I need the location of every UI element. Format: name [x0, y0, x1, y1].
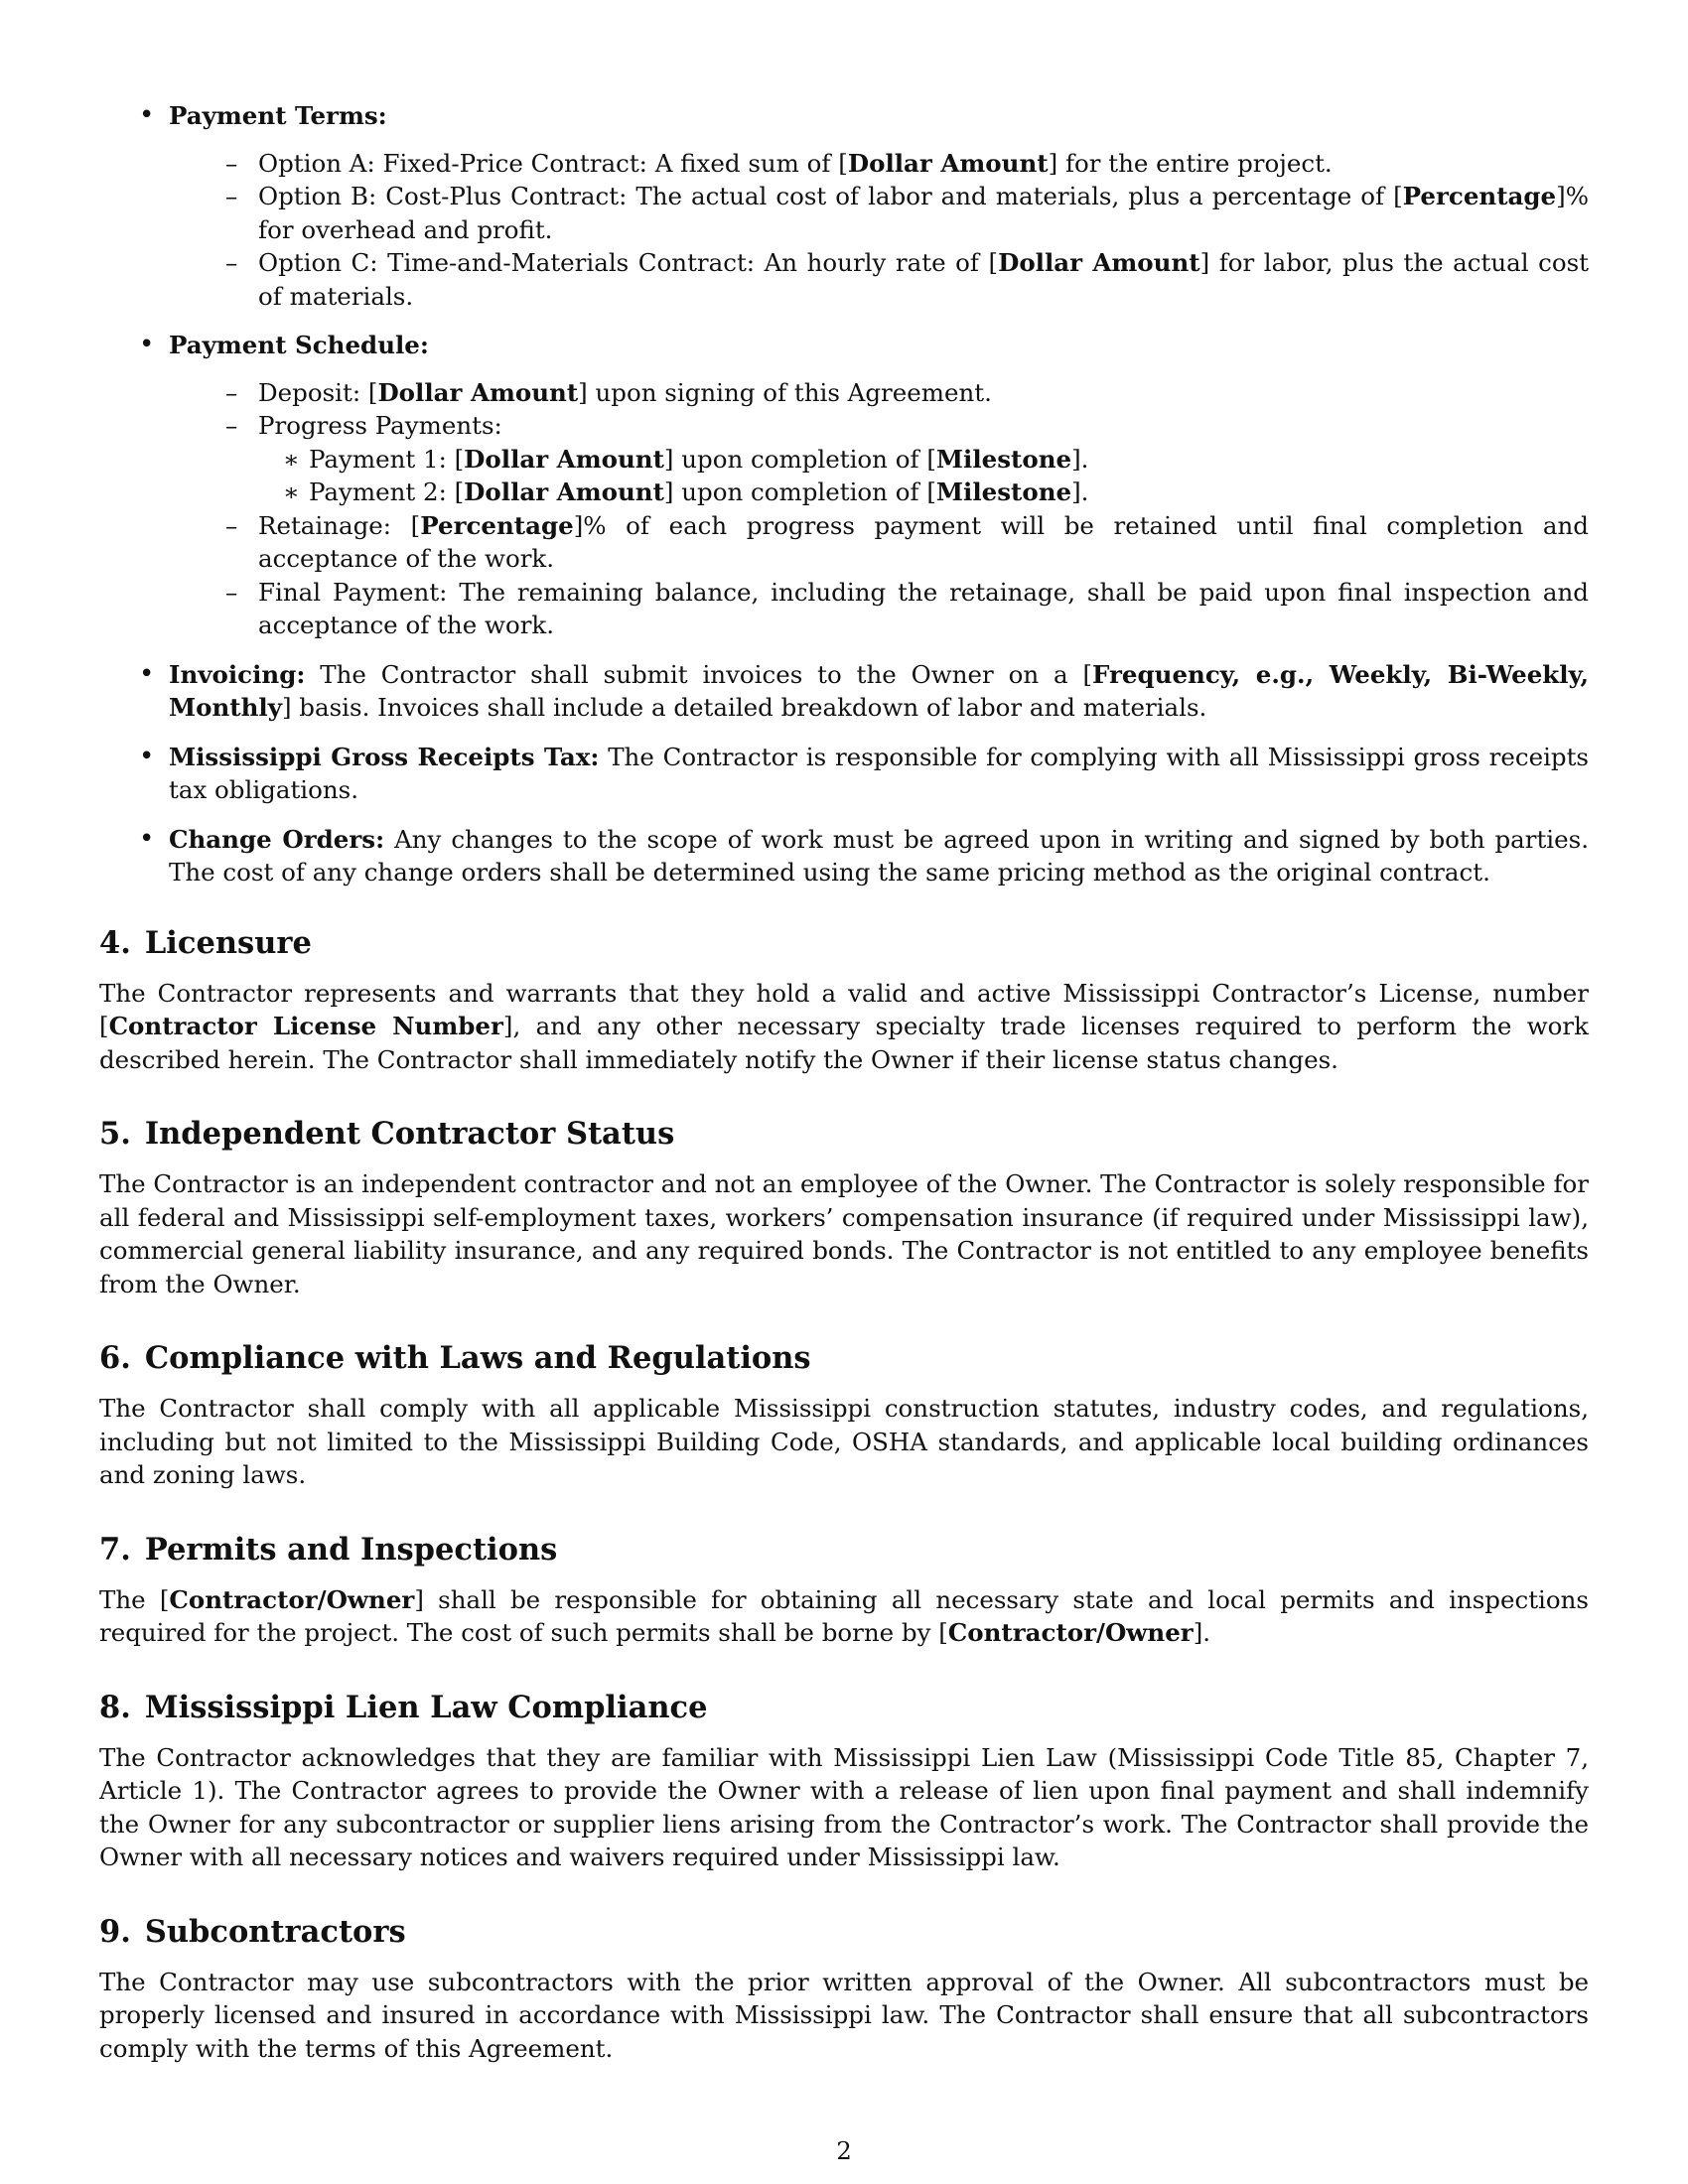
payment-schedule-list — [169, 376, 1589, 642]
section-heading: 4. Licensure — [99, 924, 312, 961]
change-orders-item: • Change Orders: Any changes to the scope of work must be agreed upon in writing and signed by both parties. The cost of any change orders shall be determined using the same pricing method as the original contract. — [99, 823, 1589, 889]
progress-payments-list — [258, 443, 1589, 509]
section-lien-law — [99, 1688, 1589, 1874]
retainage-item: – Retainage: [Percentage]% of each progress payment will be retained until final completion and acceptance of the work. — [99, 509, 1589, 576]
section-heading: 6. Compliance with Laws and Regulations — [99, 1340, 811, 1376]
payment-terms-item — [99, 99, 1589, 313]
page-number: 2 — [836, 2136, 852, 2165]
payment-terms-label: Payment Terms: — [169, 101, 387, 130]
section-independent-contractor — [99, 1114, 1589, 1300]
deposit-item: – Deposit: [Dollar Amount] upon signing of this Agreement. — [99, 376, 1589, 410]
payment-schedule-label: Payment Schedule: — [169, 331, 429, 359]
option-c: – Option C: Time-and-Materials Contract: An hourly rate of [Dollar Amount] for labor, plus the actual cost of materials. — [99, 246, 1589, 313]
payment-2-item: ∗ Payment 2: [Dollar Amount] upon completion of [Milestone]. — [99, 476, 1589, 509]
final-payment-item: – Final Payment: The remaining balance, including the retainage, shall be paid upon final inspection and acceptance of the work. — [99, 576, 1589, 642]
invoicing-label: Invoicing: — [169, 659, 306, 689]
section-permits — [99, 1530, 1589, 1650]
section-body: The Contractor may use subcontractors with the prior written approval of the Owner. All subcontractors must be properly licensed and insured in accordance with Mississippi law. The Contractor shall ensure that all subcontractors comply with the terms of this Agreement. — [99, 1967, 1589, 2063]
section-heading: 9. Subcontractors — [99, 1913, 406, 1950]
gross-receipts-item: • Mississippi Gross Receipts Tax: The Contractor is responsible for complying with all Mississippi gross receipts tax obligations. — [99, 741, 1589, 807]
payment-terms-options — [169, 147, 1589, 314]
section-compliance — [99, 1338, 1589, 1492]
section-heading: 7. Permits and Inspections — [99, 1531, 558, 1568]
invoicing-item: • Invoicing: The Contractor shall submit invoices to the Owner on a [Frequency, e.g., Weekly, Bi-Weekly, Monthly] basis. Invoices shall include a detailed breakdown of labor and materials. — [99, 658, 1589, 725]
payment-bullet-list — [99, 99, 1589, 889]
section-subcontractors — [99, 1912, 1589, 2066]
option-a: – Option A: Fixed-Price Contract: A fixed sum of [Dollar Amount] for the entire project. — [99, 147, 1589, 181]
section-heading: 8. Mississippi Lien Law Compliance — [99, 1689, 708, 1725]
section-body: The Contractor is an independent contractor and not an employee of the Owner. The Contractor is solely responsible for all federal and Mississippi self-employment taxes, workers’ compensation insurance (if required under Mississippi law), commercial general liability insurance, and any required bonds. The Contractor is not entitled to any employee benefits from the Owner. — [99, 1169, 1589, 1298]
section-body: The [Contractor/Owner] shall be responsible for obtaining all necessary state and local permits and inspections required for the project. The cost of such permits shall be borne by [Contractor/Owner]. — [99, 1584, 1589, 1647]
section-body: The Contractor represents and warrants that they hold a valid and active Mississippi Contractor’s License, number [Contractor License Number], and any other necessary specialty trade licenses required to perform the work described herein. The Contractor shall immediately notify the Owner if their license status changes. — [99, 978, 1589, 1074]
section-heading: 5. Independent Contractor Status — [99, 1116, 675, 1152]
section-body: The Contractor shall comply with all applicable Mississippi construction statutes, industry codes, and regulations, including but not limited to the Mississippi Building Code, OSHA standards, and applicable local building ordinances and zoning laws. — [99, 1394, 1589, 1489]
section-body: The Contractor acknowledges that they are familiar with Mississippi Lien Law (Mississippi Code Title 85, Chapter 7, Article 1). The Contractor agrees to provide the Owner with a release of lien upon final payment and shall indemnify the Owner for any subcontractor or supplier liens arising from the Contractor’s work. The Contractor shall provide the Owner with all necessary notices and waivers required under Mississippi law. — [99, 1742, 1589, 1871]
progress-payments-item: – Progress Payments: ∗ Payment 1: [Dollar Amount] upon completion of [Milestone]. ∗ Payment 2: [Dollar Amount] upon completion of [Milestone]. — [99, 409, 1589, 509]
payment-schedule-item — [99, 329, 1589, 642]
option-b: – Option B: Cost-Plus Contract: The actual cost of labor and materials, plus a percentage of [Percentage]% for overhead and profit. — [99, 180, 1589, 246]
section-licensure — [99, 923, 1589, 1077]
payment-1-item: ∗ Payment 1: [Dollar Amount] upon completion of [Milestone]. — [99, 443, 1589, 477]
gross-receipts-label: Mississippi Gross Receipts Tax: — [169, 742, 600, 771]
change-orders-label: Change Orders: — [169, 824, 385, 854]
document-page — [99, 99, 1589, 2065]
